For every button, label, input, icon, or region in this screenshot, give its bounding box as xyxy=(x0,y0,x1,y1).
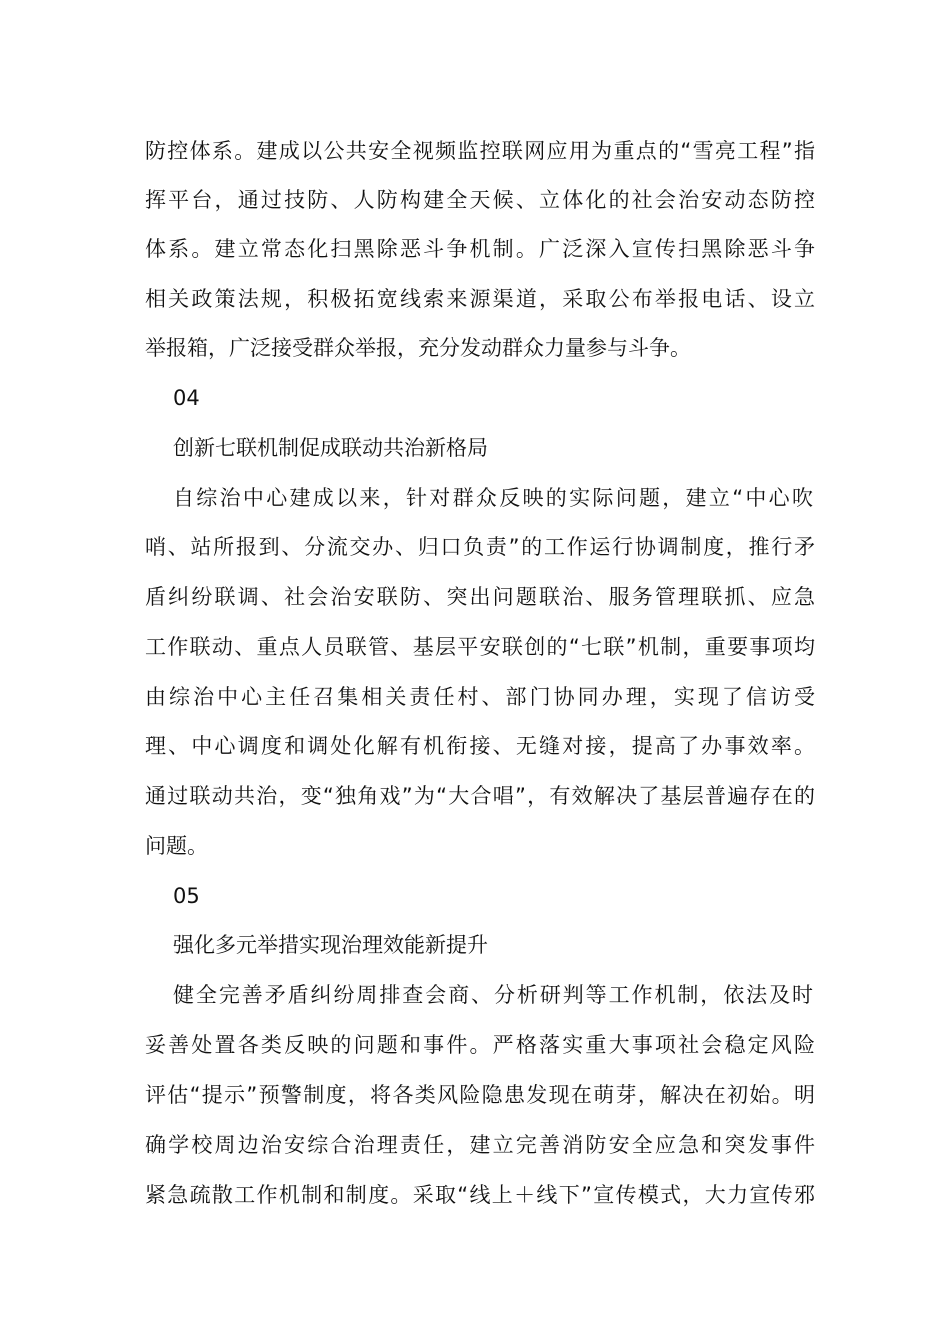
body-text-line: 哨、站所报到、分流交办、归口负责”的工作运行协调制度，推行矛 xyxy=(145,535,815,559)
body-text-line: 工作联动、重点人员联管、基层平安联创的“七联”机制，重要事项均 xyxy=(145,635,815,659)
section-heading: 创新七联机制促成联动共治新格局 xyxy=(173,436,488,460)
body-text-line: 相关政策法规，积极拓宽线索来源渠道，采取公布举报电话、设立 xyxy=(145,287,815,311)
section-number: 04 xyxy=(173,386,200,410)
body-text-line: 健全完善矛盾纠纷周排查会商、分析研判等工作机制，依法及时 xyxy=(173,983,813,1007)
body-text-line: 防控体系。建成以公共安全视频监控联网应用为重点的“雪亮工程”指 xyxy=(145,139,815,163)
body-text-line: 举报箱，广泛接受群众举报，充分发动群众力量参与斗争。 xyxy=(145,336,691,360)
body-text-line: 自综治中心建成以来，针对群众反映的实际问题，建立“中心吹 xyxy=(173,486,813,510)
section-heading: 强化多元举措实现治理效能新提升 xyxy=(173,933,488,957)
body-text-line: 紧急疏散工作机制和制度。采取“线上＋线下”宣传模式，大力宣传邪 xyxy=(145,1183,815,1207)
body-text-line: 问题。 xyxy=(145,834,208,858)
body-text-line: 体系。建立常态化扫黑除恶斗争机制。广泛深入宣传扫黑除恶斗争 xyxy=(145,237,815,261)
body-text-line: 理、中心调度和调处化解有机衔接、无缝对接，提高了办事效率。 xyxy=(145,734,815,758)
body-text-line: 由综治中心主任召集相关责任村、部门协同办理，实现了信访受 xyxy=(145,685,815,709)
body-text-line: 盾纠纷联调、社会治安联防、突出问题联治、服务管理联抓、应急 xyxy=(145,585,815,609)
body-text-line: 确学校周边治安综合治理责任，建立完善消防安全应急和突发事件 xyxy=(145,1133,815,1157)
body-text-line: 妥善处置各类反映的问题和事件。严格落实重大事项社会稳定风险 xyxy=(145,1033,815,1057)
body-text-line: 挥平台，通过技防、人防构建全天候、立体化的社会治安动态防控 xyxy=(145,188,815,212)
section-number: 05 xyxy=(173,884,200,908)
body-text-line: 评估“提示”预警制度，将各类风险隐患发现在萌芽，解决在初始。明 xyxy=(145,1083,815,1107)
body-text-line: 通过联动共治，变“独角戏”为“大合唱”，有效解决了基层普遍存在的 xyxy=(145,784,815,808)
